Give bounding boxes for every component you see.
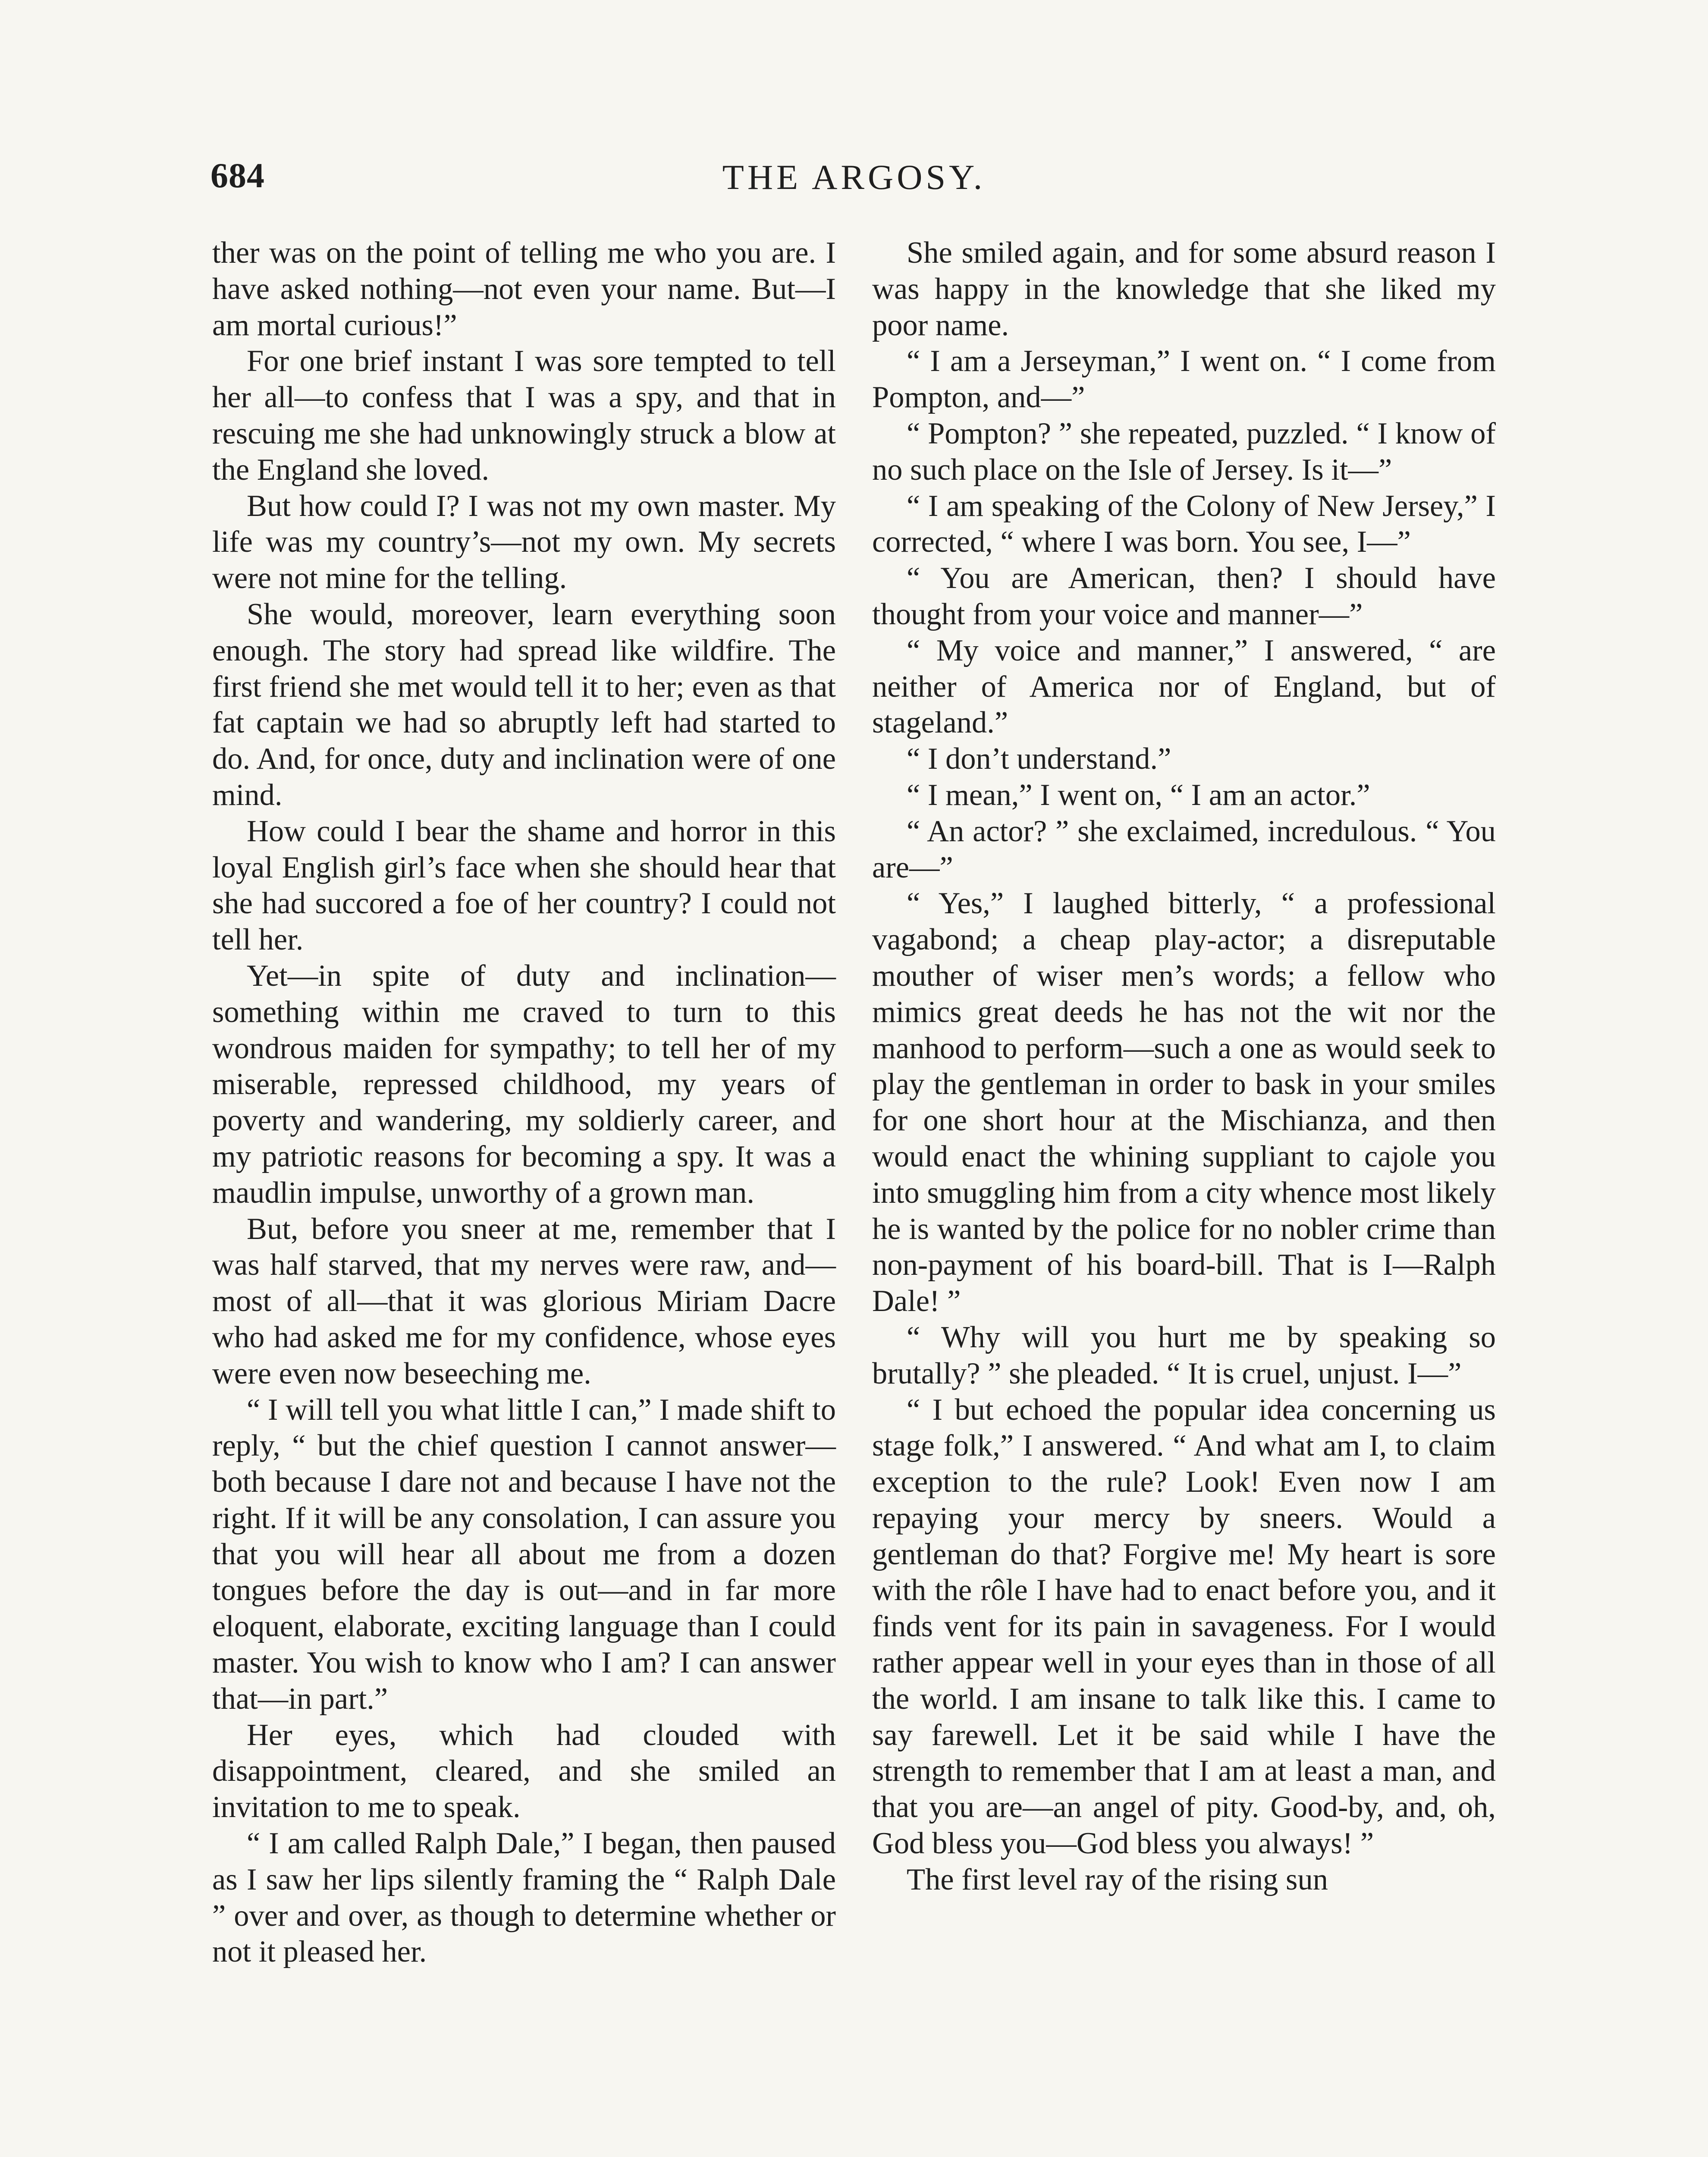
paragraph: “ Why will you hurt me by speaking so brutally? ” she pleaded. “ It is cruel, unjust. I—” <box>872 1320 1496 1390</box>
paragraph: “ My voice and manner,” I answered, “ are neither of America nor of England, but of stageland.” <box>872 633 1496 740</box>
paragraph: “ Pompton? ” she repeated, puzzled. “ I know of no such place on the Isle of Jersey. Is it—” <box>872 416 1496 487</box>
paragraph: “ I am a Jerseyman,” I went on. “ I come from Pompton, and—” <box>872 344 1496 415</box>
paragraph: The first level ray of the rising sun <box>907 1862 1328 1896</box>
page-number: 684 <box>210 156 265 195</box>
paragraph: But how could I? I was not my own master. My life was my country’s—not my own. My secrets were not mine for the telling. <box>212 489 836 595</box>
right-column <box>872 235 1496 1898</box>
paragraph: “ I don’t understand.” <box>907 742 1171 776</box>
paragraph: Yet—in spite of duty and inclination—something within me craved to turn to this wondrous maiden for sympathy; to tell her of my miserable, repressed childhood, my years of poverty and wandering, my soldierly career, and my patriotic reasons for becoming a spy. It was a maudlin impulse, unworthy of a grown man. <box>212 959 836 1210</box>
running-title: THE ARGOSY. <box>722 157 986 197</box>
paragraph: “ You are American, then? I should have thought from your voice and manner—” <box>872 561 1496 631</box>
paragraph: For one brief instant I was sore tempted to tell her all—to confess that I was a spy, and that in rescuing me she had unknowingly struck a blow at the England she loved. <box>212 344 836 487</box>
paragraph: “ I mean,” I went on, “ I am an actor.” <box>907 778 1370 812</box>
paragraph: “ I will tell you what little I can,” I made shift to reply, “ but the chief question I cannot answer—both because I dare not and because I have not the right. If it will be any consolation, I can assure you that you will hear all about me from a dozen tongues before the day is out—and in far more eloquent, elaborate, exciting language than I could master. You wish to know who I am? I can answer that—in part.” <box>212 1393 836 1716</box>
paragraph: She smiled again, and for some absurd reason I was happy in the knowledge that she liked my poor name. <box>872 236 1496 342</box>
paragraph: How could I bear the shame and horror in this loyal English girl’s face when she should hear that she had succored a foe of her country? I could not tell her. <box>212 814 836 957</box>
left-column <box>212 235 836 1970</box>
paragraph: She would, moreover, learn everything soon enough. The story had spread like wildfire. The first friend she met would tell it to her; even as that fat captain we had so abruptly left had started to do. And, for once, duty and inclination were of one mind. <box>212 597 836 812</box>
paragraph: But, before you sneer at me, remember that I was half starved, that my nerves were raw, and—most of all—that it was glorious Miriam Dacre who had asked me for my confidence, whose eyes were even now beseeching me. <box>212 1212 836 1390</box>
paragraph: “ An actor? ” she exclaimed, incredulous. “ You are—” <box>872 814 1496 884</box>
paragraph: “ I but echoed the popular idea concerning us stage folk,” I answered. “ And what am I, to claim exception to the rule? Look! Even now I am repaying your mercy by sneers. Would a gentleman do that? Forgive me! My heart is sore with the rôle I have had to enact before you, and it finds vent for its pain in savageness. For I would rather appear well in your eyes than in those of all the world. I am insane to talk like this. I came to say farewell. Let it be said while I have the strength to remember that I am at least a man, and that you are—an angel of pity. Good-by, and, oh, God bless you—God bless you always! ” <box>872 1393 1496 1861</box>
paragraph: “ I am speaking of the Colony of New Jersey,” I corrected, “ where I was born. You see, I—” <box>872 489 1496 559</box>
paragraph: “ I am called Ralph Dale,” I began, then paused as I saw her lips silently framing the “ Ralph Dale ” over and over, as though to determine whether or not it pleased her. <box>212 1827 836 1969</box>
paragraph: ther was on the point of telling me who you are. I have asked nothing—not even your name. But—I am mortal curious!” <box>212 236 836 342</box>
paragraph: “ Yes,” I laughed bitterly, “ a professional vagabond; a cheap play-actor; a disreputable mouther of wiser men’s words; a fellow who mimics great deeds he has not the wit nor the manhood to perform—such a one as would seek to play the gentleman in order to bask in your smiles for one short hour at the Mischianza, and then would enact the whining suppliant to cajole you into smuggling him from a city whence most likely he is wanted by the police for no nobler crime than non-payment of his board-bill. That is I—Ralph Dale! ” <box>872 887 1496 1318</box>
paragraph: Her eyes, which had clouded with disappointment, cleared, and she smiled an invitation to me to speak. <box>212 1718 836 1824</box>
